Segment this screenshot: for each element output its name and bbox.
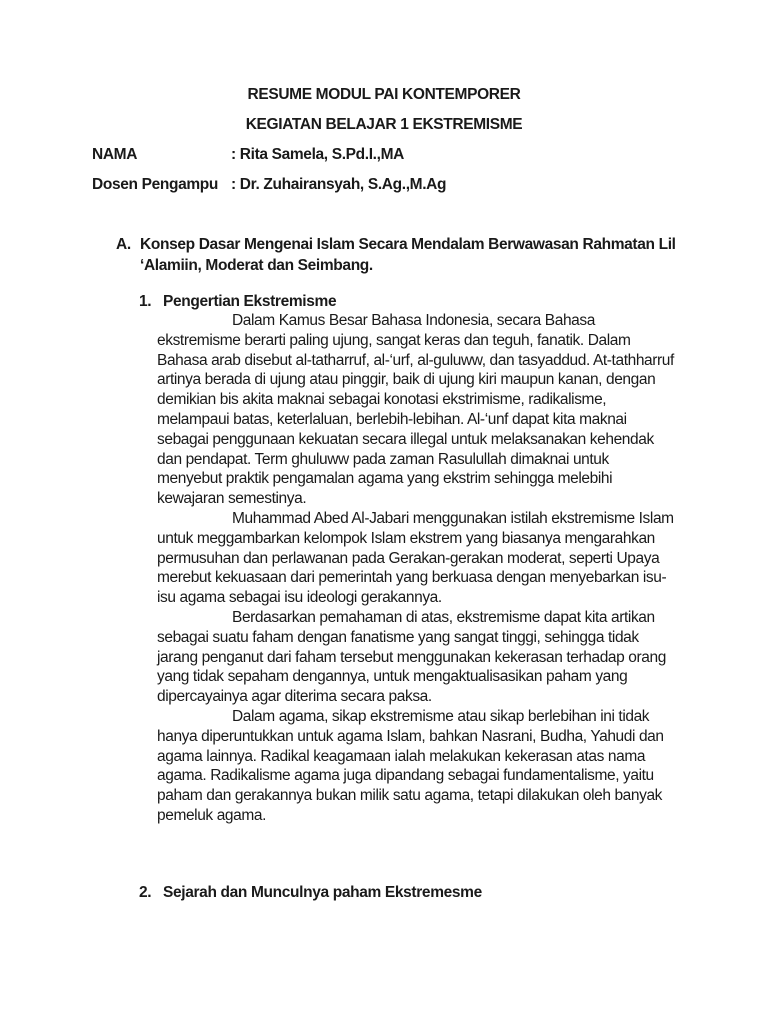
subsection-1-body [157,311,677,826]
section-a-heading [116,234,686,276]
subsection-2-number: 2. [139,884,152,901]
document-title: RESUME MODUL PAI KONTEMPORER [247,86,521,103]
paragraph: Berdasarkan pemahaman di atas, ekstremisme dapat kita artikan sebagai suatu faham dengan fanatisme yang sangat tinggi, sehingga tidak jarang penganut dari faham tersebut menggunakan kekerasan terhadap orang yang tidak sepaham dengannya, untuk mengaktualisasikan paham yang dipercayainya agar diterima secara paksa. [157,608,666,706]
subsection-1-title: Pengertian Ekstremisme [163,293,337,310]
subsection-1-number: 1. [139,293,152,310]
subsection-1-heading [139,293,336,311]
subsection-2-title: Sejarah dan Munculnya paham Ekstremesme [163,884,482,901]
meta-value-dosen: : Dr. Zuhairansyah, S.Ag.,M.Ag [231,176,447,193]
meta-value-nama: : Rita Samela, S.Pd.I.,MA [231,146,404,163]
document-subtitle: KEGIATAN BELAJAR 1 EKSTREMISME [245,116,523,133]
paragraph: Dalam Kamus Besar Bahasa Indonesia, secara Bahasa ekstremisme berarti paling ujung, sangat keras dan teguh, fanatik. Dalam Bahasa arab disebut al-tatharruf, al-‘urf, al-guluww, dan tasyaddud. At-tathharruf artinya berada di ujung atau pinggir, baik di ujung kiri maupun kanan, dengan demikian bis akita maknai sebagai konotasi ekstrimisme, radikalisme, melampaui batas, keterlaluan, berlebih-lebihan. Al-‘unf dapat kita maknai sebagai penggunaan kekuatan secara illegal untuk melaksanakan kehendak dan pendapat. Term ghuluww pada zaman Rasulullah dimaknai untuk menyebut praktik pengamalan agama yang ekstrim sehingga melebihi kewajaran semestinya. [157,312,674,508]
meta-label-dosen: Dosen Pengampu [92,176,219,193]
section-a-text: Konsep Dasar Mengenai Islam Secara Mendalam Berwawasan Rahmatan Lil ‘Alamiin, Moderat dan Seimbang. [140,236,676,274]
section-a-marker: A. [116,236,131,253]
paragraph: Dalam agama, sikap ekstremisme atau sikap berlebihan ini tidak hanya diperuntukkan untuk agama Islam, bahkan Nasrani, Budha, Yahudi dan agama lainnya. Radikal keagamaan ialah melakukan kekerasan atas nama agama. Radikalisme agama juga dipandang sebagai fundamentalisme, yaitu paham dan gerakannya bukan milik satu agama, tetapi dilakukan oleh banyak pemeluk agama. [157,707,664,824]
paragraph: Muhammad Abed Al-Jabari menggunakan istilah ekstremisme Islam untuk meggambarkan kelompok Islam ekstrem yang biasanya mengarahkan permusuhan dan perlawanan pada Gerakan-gerakan moderat, seperti Upaya merebut kekuasaan dari pemerintah yang berkuasa dengan menyebarkan isu-isu agama sebagai isu ideologi gerakannya. [157,509,674,607]
subsection-2-heading [139,884,482,902]
meta-label-nama: NAMA [92,146,138,163]
